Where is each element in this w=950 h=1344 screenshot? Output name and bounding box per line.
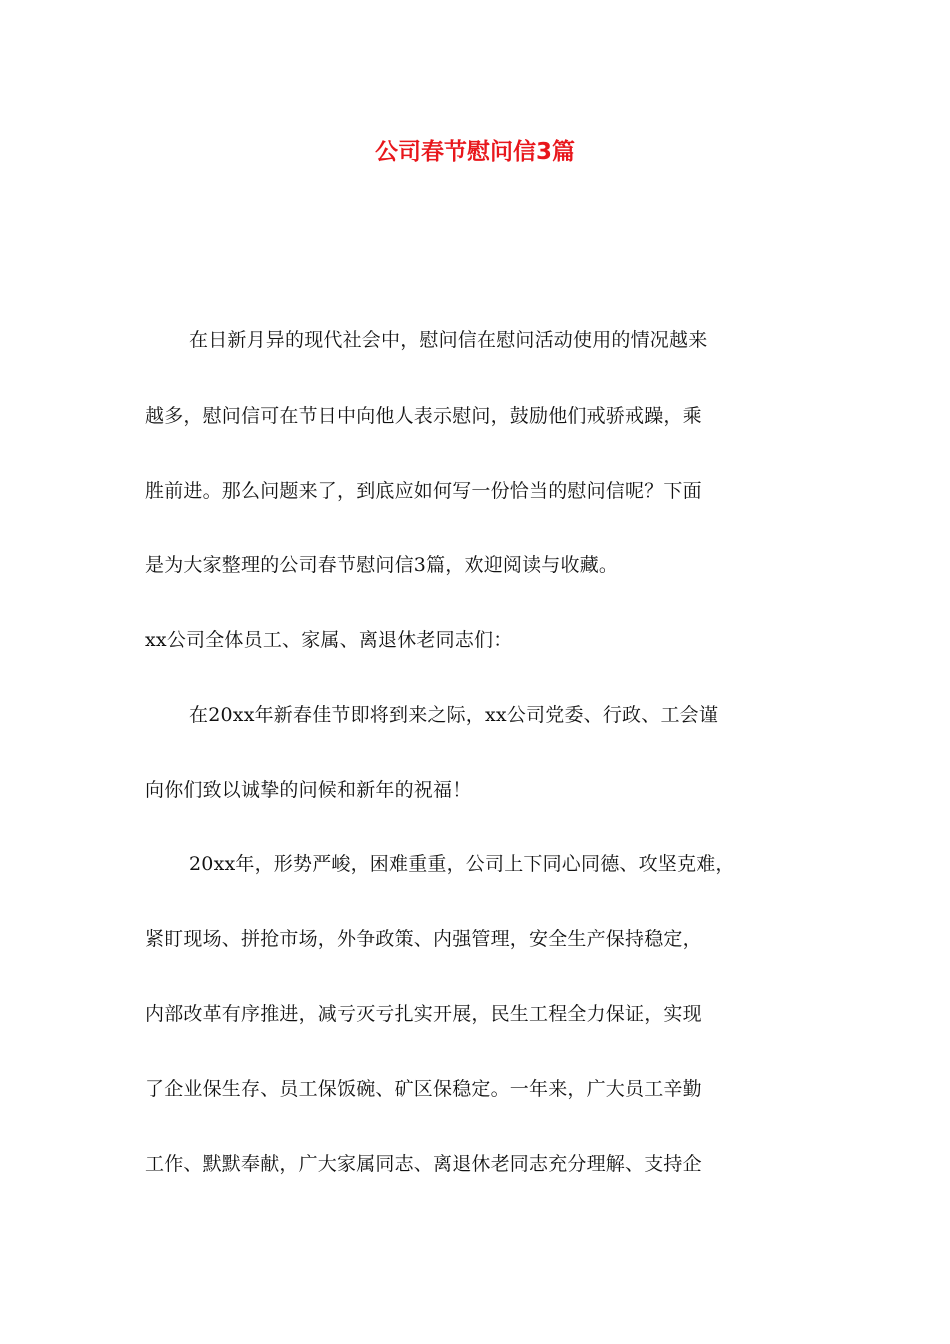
paragraph-line: 越多，慰问信可在节日中向他人表示慰问，鼓励他们戒骄戒躁，乘 <box>145 405 702 427</box>
paragraph-line: 向你们致以诚挚的问候和新年的祝福！ <box>145 779 472 801</box>
paragraph-line: 胜前进。那么问题来了，到底应如何写一份恰当的慰问信呢？下面 <box>145 480 702 502</box>
document-title: 公司春节慰问信3篇 <box>374 139 575 165</box>
paragraph-line: 了企业保生存、员工保饭碗、矿区保稳定。一年来，广大员工辛勤 <box>145 1078 702 1100</box>
paragraph-line: 内部改革有序推进，减亏灭亏扎实开展，民生工程全力保证，实现 <box>145 1003 702 1025</box>
salutation-line: xx公司全体员工、家属、离退休老同志们： <box>145 629 513 651</box>
paragraph-line: 在20xx年新春佳节即将到来之际，xx公司党委、行政、工会谨 <box>189 704 719 726</box>
paragraph-line: 是为大家整理的公司春节慰问信3篇，欢迎阅读与收藏。 <box>145 554 619 576</box>
paragraph-line: 在日新月异的现代社会中，慰问信在慰问活动使用的情况越来 <box>189 329 708 351</box>
paragraph-line: 20xx年，形势严峻，困难重重，公司上下同心同德、攻坚克难， <box>189 853 735 875</box>
paragraph-line: 工作、默默奉献，广大家属同志、离退休老同志充分理解、支持企 <box>145 1153 702 1175</box>
paragraph-line: 紧盯现场、拼抢市场，外争政策、内强管理，安全生产保持稳定， <box>145 928 702 950</box>
